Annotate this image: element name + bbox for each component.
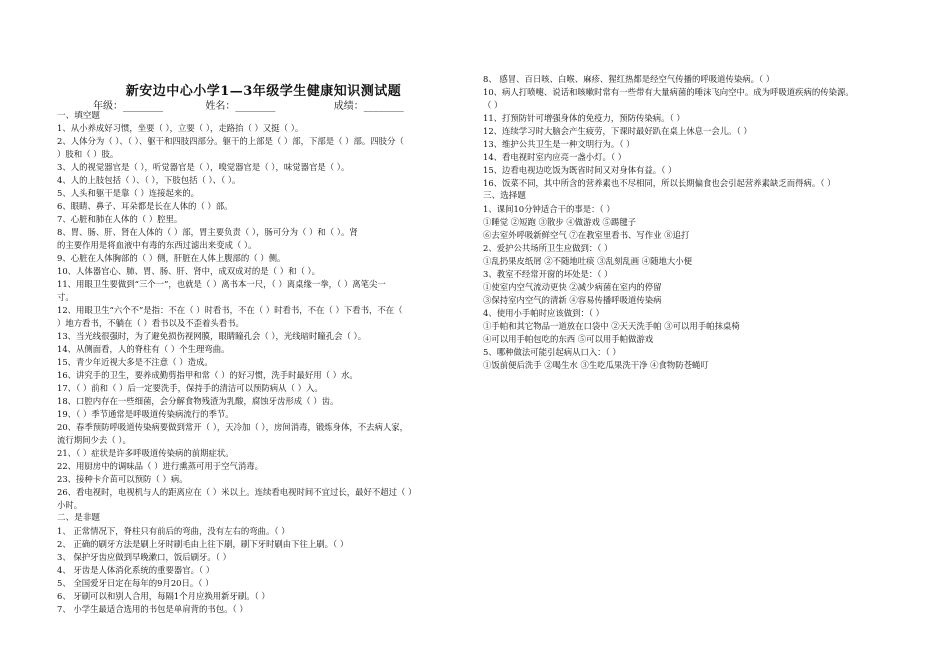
mc-line: ①睡觉 ②短跑 ③散步 ④做游戏 ⑤踢毽子 — [483, 217, 637, 227]
question-line: 7、心脏和肺在人体的（ ）腔里。 — [57, 214, 183, 224]
question-line: 26、看电视时，电视机与人的距离应在（ ）米以上。连续看电视时间不宜过长，最好不超过（ ） — [57, 487, 417, 497]
question-line: 11、用眼卫生要做到“三个一”，也就是（ ）离书本一尺，（ ）离桌缘一拳，（ ）离笔尖一 — [57, 279, 386, 289]
tf-question: 5、 全国爱牙日定在每年的9月20日。（ ） — [57, 578, 214, 588]
tf-question: 7、 小学生最适合选用的书包是单肩背的书包。（ ） — [57, 604, 248, 614]
question-line: 9、心脏在人体胸部的（ ）侧，肝脏在人体上腹部的（ ）侧。 — [57, 253, 286, 263]
question-line: 6、眼睛、鼻子、耳朵都是长在人体的（ ）部。 — [57, 201, 233, 211]
question-line: 15、青少年近视大多是不注意（ ）造成。 — [57, 357, 213, 367]
question-line: 18、口腔内存在一些细菌，会分解食物残渣为乳酸，腐蚀牙齿形成（ ）齿。 — [57, 396, 339, 406]
question-line: 3、人的视觉器官是（ ），听觉器官是（ ），嗅觉器官是（ ），味觉器官是（ ）。 — [57, 162, 350, 172]
name-field: 姓名：________ — [205, 101, 276, 112]
question-line: 12、用眼卫生“六个不”是指：不在（ ）时看书，不在（ ）时看书，不在（ ）下看书，不在（ — [57, 305, 403, 315]
mc-line: 5、哪种做法可能引起病从口入：（ ） — [483, 347, 621, 357]
mc-line: ①手帕和其它物品一道放在口袋中 ②天天洗手帕 ③可以用手帕抹桌椅 — [483, 321, 740, 331]
tf-question: 16、饭菜不同，其中所含的营养素也不尽相同，所以长期偏食也会引起营养素缺乏而得病。（ ） — [483, 178, 836, 188]
question-line: 14、从侧面看，人的脊柱有（ ）个生理弯曲。 — [57, 344, 230, 354]
question-line: ）肢和（ ）肢。 — [57, 149, 119, 159]
question-line: 16、讲究手的卫生，要养成勤剪指甲和常（ ）的好习惯，洗手时最好用（ ）水。 — [57, 370, 358, 380]
question-line: ）地方看书，不躺在（ ）看书以及不歪着头看书。 — [57, 318, 244, 328]
tf-question: 8、 感冒、百日咳、白喉、麻疹、猩红热都是经空气传播的呼吸道传染病。（ ） — [483, 74, 775, 84]
mc-line: 3、教室不经常开窗的坏处是：（ ） — [483, 269, 613, 279]
page-title: 新安边中心小学1—3年级学生健康知识测试题 — [125, 84, 402, 99]
question-line: 5、人头和躯干是靠（ ）连接起来的。 — [57, 188, 199, 198]
mc-line: ⑥去室外呼吸新鲜空气 ⑦在教室里看书、写作业 ⑧追打 — [483, 230, 690, 240]
student-info — [93, 97, 404, 112]
mc-line: ①饭前便后洗手 ②喝生水 ③生吃瓜果洗干净 ④食物防苍蝇叮 — [483, 360, 709, 370]
question-line: 22、用厨房中的调味品（ ）进行熏蒸可用于空气消毒。 — [57, 461, 263, 471]
tf-question: 1、 正常情况下，脊柱只有前后的弯曲，没有左右的弯曲。（ ） — [57, 526, 290, 536]
mc-line: ①乱扔果皮纸屑 ②不随地吐痰 ③乱刻乱画 ④随地大小便 — [483, 256, 692, 266]
question-line: 20、春季预防呼吸道传染病要做到常开（ ），天冷加（ ），房间消毒，锻炼身体，不去病人家， — [57, 422, 408, 432]
mc-line: 1、课间10分钟适合干的事是：（ ） — [483, 204, 615, 214]
tf-question: 2、 正确的刷牙方法是刷上牙时刷毛由上往下刷，刷下牙时刷由下往上刷。（ ） — [57, 539, 349, 549]
question-line: 的主要作用是将血液中有毒的东西过滤出来变成（ ）。 — [57, 240, 257, 250]
question-line: 寸。 — [57, 292, 74, 302]
question-line: 流行期间少去（ ）。 — [57, 435, 131, 445]
mc-line: ①使室内空气流动更快 ②减少病菌在室内的停留 — [483, 282, 662, 292]
tf-question: 11、打预防针可增强身体的免疫力，预防传染病。（ ） — [483, 113, 685, 123]
question-line: 2、人体分为（ ）、（ ）、躯干和四肢四部分。躯干的上部是（ ）部，下部是（ ）部。四肢分（ — [57, 136, 404, 146]
grade-field: 年级：________ — [93, 101, 163, 112]
tf-question: 13、维护公共卫生是一种文明行为。（ ） — [483, 139, 635, 149]
tf-question: 4、 牙齿是人体消化系统的重要器官。（ ） — [57, 565, 215, 575]
question-line: 小时。 — [57, 500, 83, 510]
question-line: 21、（ ）症状是许多呼吸道传染病的前期症状。 — [57, 448, 234, 458]
mc-line: 2、爱护公共场所卫生应做到：（ ） — [483, 243, 613, 253]
question-line: 19、（ ）季节通常是呼吸道传染病流行的季节。 — [57, 409, 234, 419]
tf-question: 10、病人打喷嚏、说话和咳嗽时常有一些带有大量病菌的唾沫飞向空中。成为呼吸道疾病的传染源。 — [483, 87, 854, 97]
mc-line: ③保持室内空气的清新 ④容易传播呼吸道传染病 — [483, 295, 662, 305]
question-line: 4、人的上肢包括（ ）、（ ），下肢包括（ ）、（ ）。 — [57, 175, 241, 185]
tf-question: 14、看电视时室内应亮一盏小灯。（ ） — [483, 152, 627, 162]
question-line: 17、（ ）前和（ ）后一定要洗手，保持手的清洁可以预防病从（ ）入。 — [57, 383, 323, 393]
tf-question: 6、 牙刷可以和别人合用，每隔1个月应换用新牙刷。（ ） — [57, 591, 270, 601]
mc-line: ④可以用手帕包吃的东西 ⑤可以用手帕做游戏 — [483, 334, 654, 344]
section-true-false-heading: 二、是非题 — [57, 513, 100, 523]
question-line: 13、当光线很强时，为了避免损伤视网膜，眼睛瞳孔会（ ），光线暗时瞳孔会（ ）。 — [57, 331, 367, 341]
question-line: 8、胃、肠、肝、肾在人体的（ ）部，胃主要负责（ ），肠可分为（ ）和（ ）。肾 — [57, 227, 358, 237]
question-line: 1、从小养成好习惯，坐要（ ），立要（ ），走路抬（ ）又挺（ ）。 — [57, 123, 304, 133]
mc-line: 4、使用小手帕时应该做到：（ ） — [483, 308, 605, 318]
score-field: 成绩：________ — [333, 101, 404, 112]
tf-question: 15、边看电视边吃饭为既省时间又对身体有益。（ ） — [483, 165, 677, 175]
question-line: 10、人体器官心、肺、胃、肠、肝、肾中，成双成对的是（ ）和（ ）。 — [57, 266, 321, 276]
question-line: 23、接种卡介苗可以预防（ ）病。 — [57, 474, 188, 484]
tf-question: 3、 保护牙齿应做到早晚漱口，饭后刷牙。（ ） — [57, 552, 231, 562]
tf-question: 12、连续学习时大脑会产生疲劳，下课时最好趴在桌上休息一会儿。（ ） — [483, 126, 752, 136]
tf-question: （ ） — [483, 100, 503, 110]
section-fill-blank-heading: 一、填空题 — [57, 111, 100, 121]
section-multiple-choice-heading: 三、选择题 — [483, 191, 526, 201]
